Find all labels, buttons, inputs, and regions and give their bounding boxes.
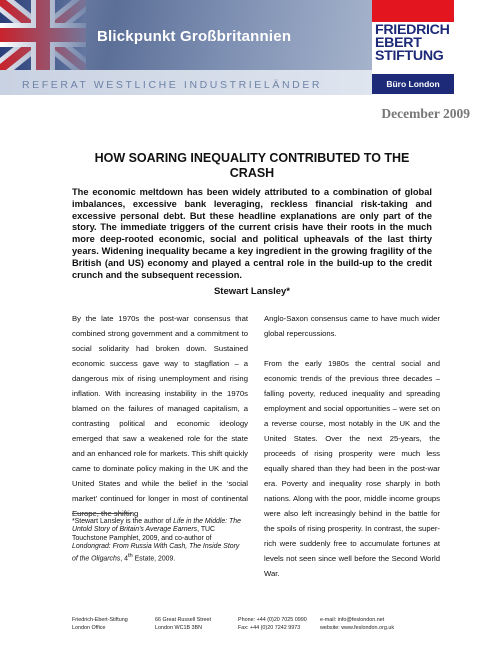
logo-line-3: STIFTUNG	[375, 48, 444, 64]
banner-title: Blickpunkt Großbritannien	[97, 28, 292, 45]
footer-city: London WC1B 3BN	[155, 625, 203, 631]
banner-subtitle: REFERAT WESTLICHE INDUSTRIELÄNDER	[22, 79, 323, 91]
footnote-divider	[72, 513, 132, 514]
footer-contact	[320, 616, 394, 632]
logo-line-2: EBERT	[375, 35, 422, 51]
footnote-text: , TUC Touchstone Pamphlet, 2009, and co-author of	[72, 526, 215, 542]
footnote-book-title: Londongrad: From Russia With Cash, The Inside Story of the Oligarchs	[72, 543, 240, 562]
footer-org	[72, 616, 128, 632]
body-paragraph: By the late 1970s the post-war consensus that combined strong government and a commitment to social solidarity had broken down. Sustained economic success gave way to stagflation – a dangerous mix of rising unemployment and rising inflation. With increasing instability in the 1970s blamed on the failures of managed capitalism, a contrasting political and economic ideology emerged that saw a weakened role for the state and an enhanced role for markets. This shift quickly came to dominate policy making in the UK and the United States and while the belief in the ‘social market’ continued for longer in most of continental Europe, the shifting	[72, 314, 248, 518]
footer-fax-number: Fax: +44 (0)20 7242 9973	[238, 625, 301, 631]
footer-phone-number: Phone: +44 (0)20 7025 0990	[238, 617, 307, 623]
body-paragraph: Anglo-Saxon consensus came to have much wider global repercussions.	[264, 314, 440, 338]
footnote-text: Estate, 2009.	[132, 554, 176, 562]
author-byline: Stewart Lansley*	[213, 286, 291, 297]
footer-email[interactable]: e-mail: info@feslondon.net	[320, 617, 385, 623]
footer-office: London Office	[72, 625, 106, 631]
footer-website[interactable]: website: www.feslondon.org.uk	[320, 625, 395, 631]
footer-phone	[238, 616, 307, 632]
issue-date: December 2009	[381, 106, 470, 121]
abstract: The economic meltdown has been widely attributed to a combination of global imbalances, excessive bank leveraging, reckless financial risk-taking and excessive personal debt. But these headline explanations are only part of the story. The immediate triggers of the current crisis have their roots in the much more deep-rooted economic, social and political upheavals of the last thirty years. Widening inequality became a key ingredient in the growing fragility of the British (and US) economy and played a central role in the build-up to the credit crunch and the subsequent recession.	[72, 187, 432, 280]
union-jack-flag-icon	[0, 0, 86, 70]
footer-address	[155, 616, 211, 632]
logo-red-block	[372, 0, 454, 22]
footnote-text: , 4	[120, 554, 128, 562]
footnote-superscript: th	[127, 552, 133, 559]
footnote-text: *Stewart Lansley is the author of	[72, 518, 174, 525]
logo-line-1: FRIEDRICH	[375, 22, 450, 38]
body-column-left	[72, 311, 248, 521]
footer-org-name: Friedrich-Ebert-Stiftung	[72, 617, 128, 623]
footer-street: 66 Great Russell Street	[155, 617, 212, 623]
office-badge: Büro London	[372, 74, 454, 94]
header-banner	[0, 0, 372, 95]
page-title: HOW SOARING INEQUALITY CONTRIBUTED TO THE CRASH	[94, 151, 410, 180]
footnote	[72, 518, 242, 563]
body-column-right	[264, 311, 440, 581]
body-paragraph: From the early 1980s the central social and economic trends of the previous three decades – falling poverty, reduced inequality and spreading employment and social opportunities – were set on a reverse course, most notably in the UK and the United States. Over the next 25-years, the proceeds of rising prosperity were much less equally shared than they had been in the post-war era. Poverty and inequality rose sharply in both nations. Along with the poor, middle income groups were also left increasingly behind in the battle for the spoils of rising prosperity. In contrast, the super-rich were suddenly free to accumulate fortunes at levels not seen since well before the Second World War.	[264, 359, 440, 578]
fes-logo	[375, 24, 465, 63]
footnote-book-title: Life in the Middle: The Untold Story of Britain’s Average Earners	[72, 518, 241, 534]
